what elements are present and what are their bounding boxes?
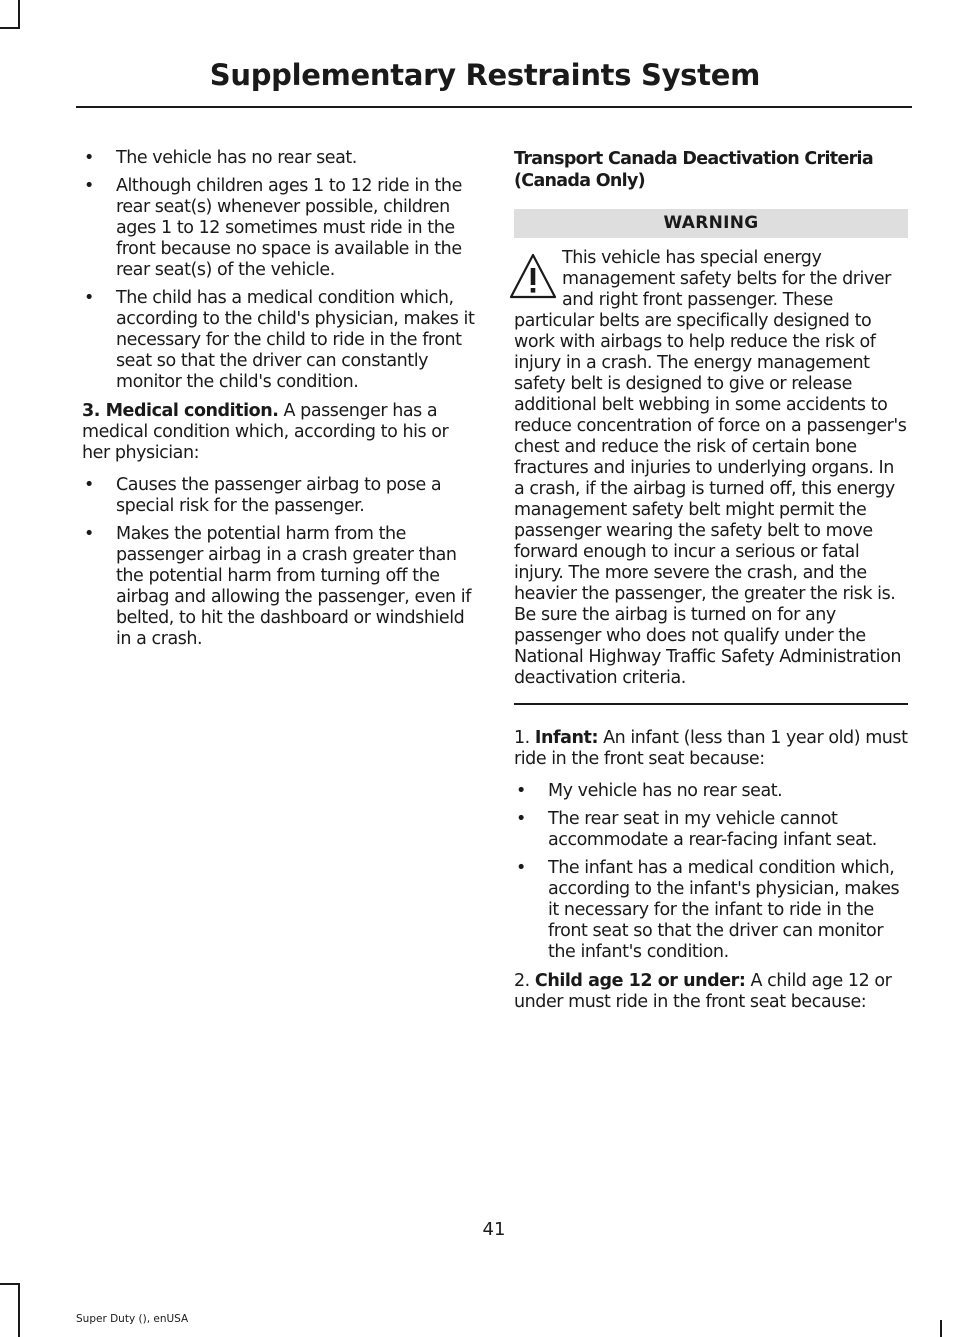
list-item: • The child has a medical condition which, according to the child's physician, makes it necessary for the child to ride in the front seat so that the driver can constantly monitor the child's condition. xyxy=(84,288,475,392)
bullet-icon: • xyxy=(84,176,94,196)
bullet-list-medical xyxy=(82,475,478,650)
page-title: Supplementary Restraints System xyxy=(209,58,760,92)
bullet-list-vehicle-conditions xyxy=(82,148,478,393)
child-paragraph: 2. Child age 12 or under: A child age 12 or under must ride in the front seat because: xyxy=(514,970,892,1012)
infant-paragraph: 1. Infant: An infant (less than 1 year old) must ride in the front seat because: xyxy=(514,727,908,769)
page-number: 41 xyxy=(482,1219,506,1240)
list-item: • My vehicle has no rear seat. xyxy=(516,780,783,801)
right-column xyxy=(514,148,908,1024)
medical-condition-paragraph: 3. Medical condition. A passenger has a medical condition which, according to his or her physician: xyxy=(82,401,449,463)
crop-mark-bottom-right-v xyxy=(940,1320,942,1337)
warning-label: WARNING xyxy=(514,209,908,238)
bullet-icon: • xyxy=(84,475,94,495)
crop-mark-top-left-v xyxy=(18,0,20,28)
list-item: • Although children ages 1 to 12 ride in the rear seat(s) whenever possible, children ages 1 to 12 sometimes must ride in the front because no space is available in the rear seat(s) of the vehicle. xyxy=(84,176,462,280)
crop-mark-top-left-h xyxy=(0,27,20,29)
bullet-icon: • xyxy=(84,288,94,308)
list-item: • The infant has a medical condition which, according to the infant's physician, makes it necessary for the infant to ride in the front seat so that the driver can monitor the infant's condition. xyxy=(516,857,900,962)
crop-mark-bottom-left-h xyxy=(0,1283,20,1285)
header-divider xyxy=(76,106,912,108)
bullet-list-infant xyxy=(514,781,908,963)
section-heading: Transport Canada Deactivation Criteria (Canada Only) xyxy=(514,149,873,191)
bullet-icon: • xyxy=(516,857,526,878)
list-item: • Makes the potential harm from the passenger airbag in a crash greater than the potential harm from turning off the airbag and allowing the passenger, even if belted, to hit the dashboard or windshield in a crash. xyxy=(84,524,471,649)
child-heading: Child age 12 or under: xyxy=(534,970,746,991)
left-column xyxy=(82,148,478,658)
bullet-icon: • xyxy=(84,524,94,544)
warning-text: This vehicle has special energy management safety belts for the driver and right front passenger. These particular belts are specifically designed to work with airbags to help reduce the risk of injury in a crash. The energy management safety belt is designed to give or release additional belt webbing in some accidents to reduce concentration of force on a passenger's chest and reduce the risk of certain bone fractures and injuries to underlying organs. In a crash, if the airbag is turned off, this energy management safety belt might permit the passenger wearing the safety belt to move forward enough to incur a serious or fatal injury. The more severe the crash, and the heavier the passenger, the greater the risk is. Be sure the airbag is turned on for any passenger who does not qualify under the National Highway Traffic Safety Administration deactivation criteria. xyxy=(514,248,908,689)
warning-triangle-icon xyxy=(508,252,558,302)
medical-condition-heading: 3. Medical condition. xyxy=(82,401,279,421)
list-item: • The rear seat in my vehicle cannot accommodate a rear-facing infant seat. xyxy=(516,808,877,850)
footer-text: Super Duty (), enUSA xyxy=(76,1313,189,1325)
crop-mark-bottom-left-v xyxy=(18,1283,20,1337)
warning-divider xyxy=(514,703,908,705)
bullet-icon: • xyxy=(84,148,94,168)
bullet-icon: • xyxy=(516,808,526,829)
infant-heading: Infant: xyxy=(534,727,598,748)
bullet-icon: • xyxy=(516,780,526,801)
list-item: • The vehicle has no rear seat. xyxy=(84,148,357,168)
list-item: • Causes the passenger airbag to pose a special risk for the passenger. xyxy=(84,475,442,516)
